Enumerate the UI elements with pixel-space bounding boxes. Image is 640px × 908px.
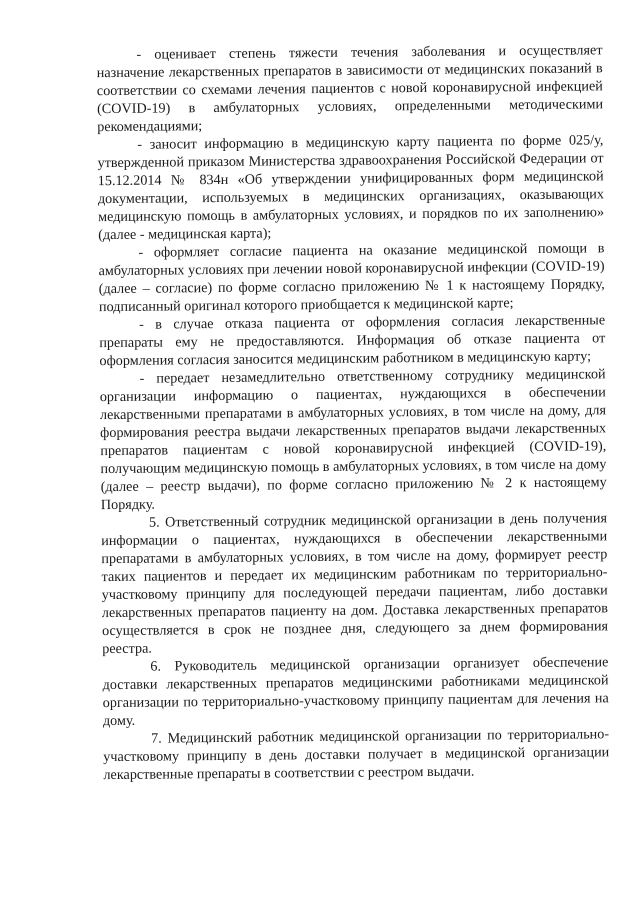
paragraph-item-6: 6. Руководитель медицинской организации организует обеспечение доставки лекарственных препаратов медицинскими работниками медицинской организации по территориально-участковому принципу пациентам для лечения на дому. xyxy=(102,654,609,730)
paragraph-transfer-info: - передает незамедлительно ответственному сотруднику медицинской организации информацию о пациентах, нуждающихся в обеспечении лекарственными препаратами в амбулаторных условиях, в том числе на дому, для формирования реестра выдачи лекарственных препаратов выдачи лекарственных препаратов пациентам с новой коронавирусной инфекцией (COVID-19), получающим медицинскую помощь в амбулаторных условиях, в том числе на дому (далее – реестр выдачи), по форме согласно приложению № 2 к настоящему Порядку. xyxy=(99,366,607,514)
paragraph-item-5: 5. Ответственный сотрудник медицинской организации в день получения информации о пациентах, нуждающихся в обеспечении лекарственными препаратами в амбулаторных условиях, в том числе на дому, формирует реестр таких пациентов и передает их медицинским работникам по территориально-участковому принципу для последующей передачи пациентам, либо доставки лекарственных препаратов пациенту на дом. Доставка лекарственных препаратов осуществляется в срок не позднее дня, следующего за днем формирования реестра. xyxy=(101,510,609,658)
paragraph-medical-card: - заносит информацию в медицинскую карту пациента по форме 025/у, утвержденной приказом Министерства здравоохранения Российской Федерации от 15.12.2014 № 834н «Об утверждении унифицированных форм медицинской документации, используемых в медицинских организациях, оказывающих медицинскую помощь в амбулаторных условиях, и порядков по их заполнению» (далее - медицинская карта); xyxy=(97,132,605,244)
paragraph-item-7: 7. Медицинский работник медицинской организации по территориально-участковому принципу в день доставки получает в медицинской организации лекарственные препараты в соответствии с реестром выдачи. xyxy=(103,726,610,784)
paragraph-refusal: - в случае отказа пациента от оформления согласия лекарственные препараты ему не предоставляются. Информация об отказе пациента от оформления согласия заносится медицинским работником в медицинскую карту; xyxy=(99,312,606,370)
paragraph-assess-severity: - оценивает степень тяжести течения заболевания и осуществляет назначение лекарственных препаратов в зависимости от медицинских показаний в соответствии со схемами лечения пациентов с новой коронавирусной инфекцией (COVID-19) в амбулаторных условиях, определенными методическими рекомендациями; xyxy=(96,42,604,136)
paragraph-consent: - оформляет согласие пациента на оказание медицинской помощи в амбулаторных условиях при лечении новой коронавирусной инфекции (COVID-19) (далее – согласие) по форме согласно приложению № 1 к настоящему Порядку, подписанный оригинал которого приобщается к медицинской карте; xyxy=(98,240,605,316)
